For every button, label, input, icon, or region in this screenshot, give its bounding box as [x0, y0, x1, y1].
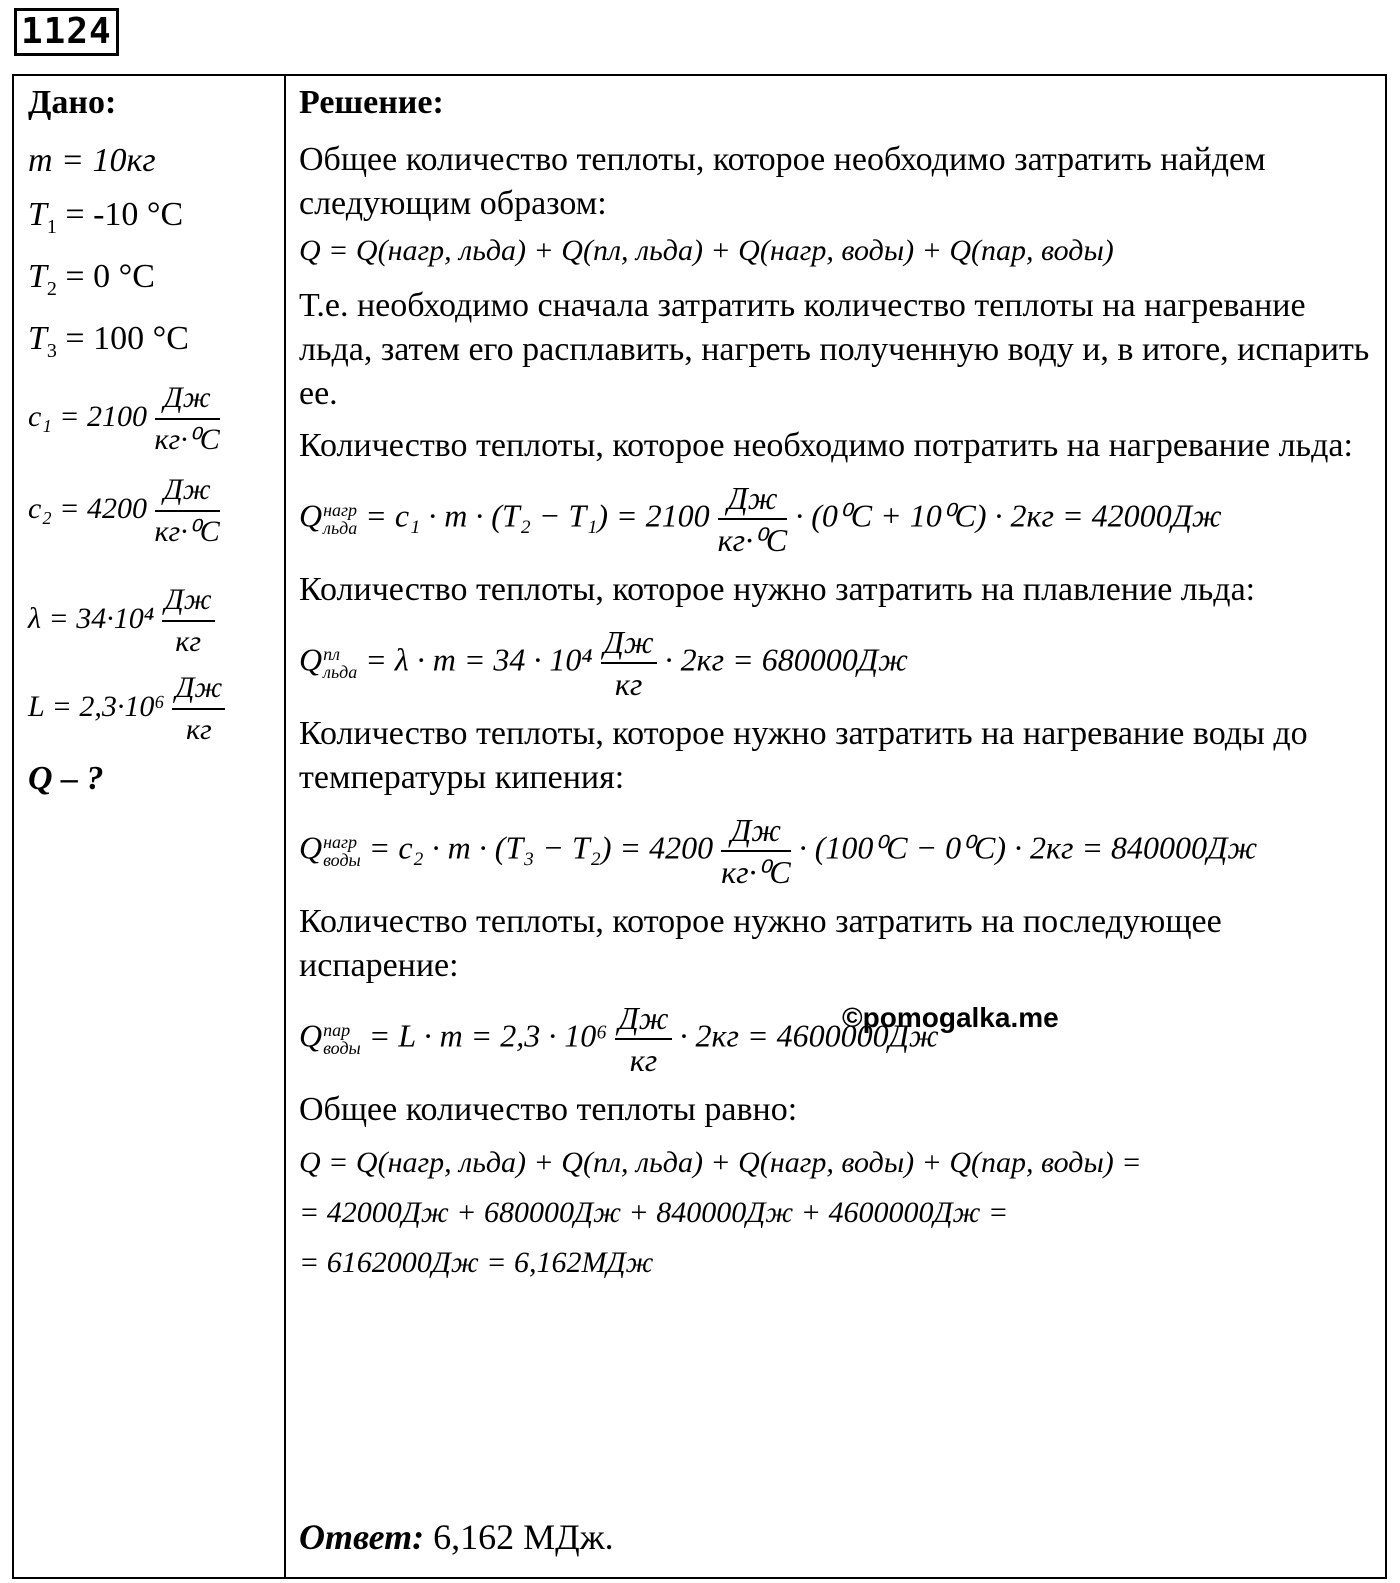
find-text: Q – ? — [28, 760, 104, 797]
paragraph-5: Количество теплоты, которое нужно затратить на нагревание воды до температуры кипения: — [299, 715, 1308, 796]
column-divider — [284, 76, 286, 1577]
lambda-lhs: λ = 34·10⁴ — [28, 601, 155, 635]
lambda-den: кг — [175, 625, 202, 658]
formula-total-line-1: Q = Q(нагр, льда) + Q(пл, льда) + Q(нагр, воды) + Q(пар, воды) = — [299, 1146, 1142, 1179]
answer-label: Ответ: — [299, 1517, 425, 1557]
given-t3 — [28, 320, 189, 363]
f4-den: кг·⁰C — [721, 854, 791, 890]
f2-fraction — [718, 478, 788, 560]
t1-sub: 1 — [46, 215, 57, 238]
q-water-heat-sup: нагр — [323, 832, 358, 852]
f5-lhs: = L · m = 2,3 · 10⁶ — [368, 1017, 608, 1054]
formula-total-sum-text: Q = Q(нагр, льда) + Q(пл, льда) + Q(нагр, воды) + Q(пар, воды) — [299, 234, 1114, 267]
given-find — [28, 760, 104, 798]
paragraph-2: Т.е. необходимо сначала затратить количество теплоты на нагревание льда, затем его расплавить, нагреть полученную воду и, в итоге, испарить ее. — [299, 287, 1370, 412]
l-lhs: L = 2,3·10⁶ — [28, 689, 165, 723]
t2-var: T — [28, 258, 47, 295]
q-ice-heat-sub: льда — [323, 518, 358, 538]
q-ice-melt-labels — [323, 645, 357, 681]
q-evap-sup: пар — [323, 1020, 351, 1040]
f3-den: кг — [614, 666, 643, 702]
formula-evaporation: Q пар воды = L · m = 2,3 · 10⁶ $\frac{Дж}{кг}$ · 2кг = 4600000Дж — [299, 1000, 939, 1078]
q-ice-heat-sup: нагр — [323, 500, 358, 520]
solution-column — [299, 80, 1374, 1557]
watermark: ©pomogalka.me — [842, 1002, 1059, 1033]
given-c1 — [28, 378, 220, 460]
paragraph-1: Общее количество теплоты, которое необходимо затратить найдем следующим образом: — [299, 141, 1266, 222]
f3-fraction — [601, 622, 657, 704]
c1-den: кг·⁰C — [154, 423, 220, 456]
l-den: кг — [185, 713, 212, 746]
paragraph-6: Количество теплоты, которое нужно затратить на последующее испарение: — [299, 903, 1222, 984]
answer — [299, 1516, 614, 1558]
solution-heading: Решение: — [299, 84, 444, 121]
given-heading: Дано: — [28, 84, 117, 121]
answer-value: 6,162 МДж. — [424, 1517, 614, 1557]
lambda-fraction — [162, 580, 215, 662]
given-mass — [28, 142, 156, 180]
formula-total-line-2: = 42000Дж + 680000Дж + 840000Дж + 4600000Дж = — [299, 1196, 1009, 1229]
c2-num: Дж — [155, 470, 220, 512]
f4-num: Дж — [721, 810, 791, 852]
t2-sub: 2 — [46, 277, 57, 300]
c2-den: кг·⁰C — [154, 515, 220, 548]
q-ice-heat-labels — [323, 501, 357, 537]
formula-total-sum — [299, 234, 1374, 268]
formula-ice-heating: Q нагр льда = c₁ · m · (T₂ − T₁) = 2100 $\frac{Дж}{\text{кг·⁰C}}$ · (0⁰C + 10⁰C) · 2кг = 42000Дж — [299, 480, 1222, 558]
given-mass-text: m = 10кг — [28, 142, 156, 179]
t3-value: = 100 °C — [56, 320, 189, 357]
q-water-heat-sub: воды — [323, 850, 361, 870]
q-evap-sub: воды — [323, 1038, 361, 1058]
given-c2 — [28, 470, 220, 552]
q-ice-melt-sup: пл — [323, 644, 340, 664]
f2-num: Дж — [718, 478, 788, 520]
q-water-heat-labels — [323, 833, 361, 869]
given-t1 — [28, 196, 183, 239]
formula-ice-melting: Q пл льда = λ · m = 34 · 10⁴ $\frac{Дж}{кг}$ · 2кг = 680000Дж — [299, 624, 908, 702]
paragraph-4: Количество теплоты, которое нужно затратить на плавление льда: — [299, 571, 1256, 608]
q-ice-melt-sub: льда — [323, 662, 358, 682]
paragraph-3: Количество теплоты, которое необходимо потратить на нагревание льда: — [299, 427, 1353, 464]
c1-lhs: c₁ = 2100 — [28, 399, 147, 433]
f5-fraction — [615, 998, 671, 1080]
f5-rhs: · 2кг = 4600000Дж — [679, 1017, 939, 1054]
f2-den: кг·⁰C — [717, 522, 788, 558]
formula-total-line-3: = 6162000Дж = 6,162МДж — [299, 1246, 654, 1279]
f5-den: кг — [629, 1042, 658, 1078]
given-lambda — [28, 580, 215, 662]
t3-var: T — [28, 320, 47, 357]
f4-fraction — [721, 810, 791, 892]
q-evap-labels — [323, 1021, 361, 1057]
f5-num: Дж — [615, 998, 671, 1040]
f3-lhs: = λ · m = 34 · 10⁴ — [365, 641, 593, 678]
f3-num: Дж — [601, 622, 657, 664]
f2-rhs: · (0⁰C + 10⁰C) · 2кг = 42000Дж — [795, 497, 1222, 534]
c2-lhs: c₂ = 4200 — [28, 491, 147, 525]
f3-rhs: · 2кг = 680000Дж — [664, 641, 908, 678]
formula-water-heating: Q нагр воды = c₂ · m · (T₃ − T₂) = 4200 $\frac{Дж}{\text{кг·⁰C}}$ · (100⁰C − 0⁰C) · 2кг = 840000Дж — [299, 812, 1258, 890]
f2-lhs: = c₁ · m · (T₂ − T₁) = 2100 — [365, 497, 710, 534]
l-num: Дж — [172, 668, 225, 710]
given-l — [28, 668, 225, 750]
lambda-num: Дж — [162, 580, 215, 622]
t1-var: T — [28, 196, 47, 233]
f4-lhs: = c₂ · m · (T₃ − T₂) = 4200 — [368, 829, 714, 866]
solution-table — [12, 74, 1387, 1579]
given-column — [28, 80, 278, 797]
t1-value: = -10 °C — [56, 196, 184, 233]
given-t2 — [28, 258, 155, 301]
c1-fraction — [155, 378, 220, 460]
t2-value: = 0 °C — [56, 258, 155, 295]
problem-number: 1124 — [14, 8, 119, 56]
f4-rhs: · (100⁰C − 0⁰C) · 2кг = 840000Дж — [798, 829, 1258, 866]
t3-sub: 3 — [46, 339, 57, 362]
l-fraction — [172, 668, 225, 750]
c2-fraction — [155, 470, 220, 552]
c1-num: Дж — [155, 378, 220, 420]
paragraph-7: Общее количество теплоты равно: — [299, 1091, 798, 1128]
